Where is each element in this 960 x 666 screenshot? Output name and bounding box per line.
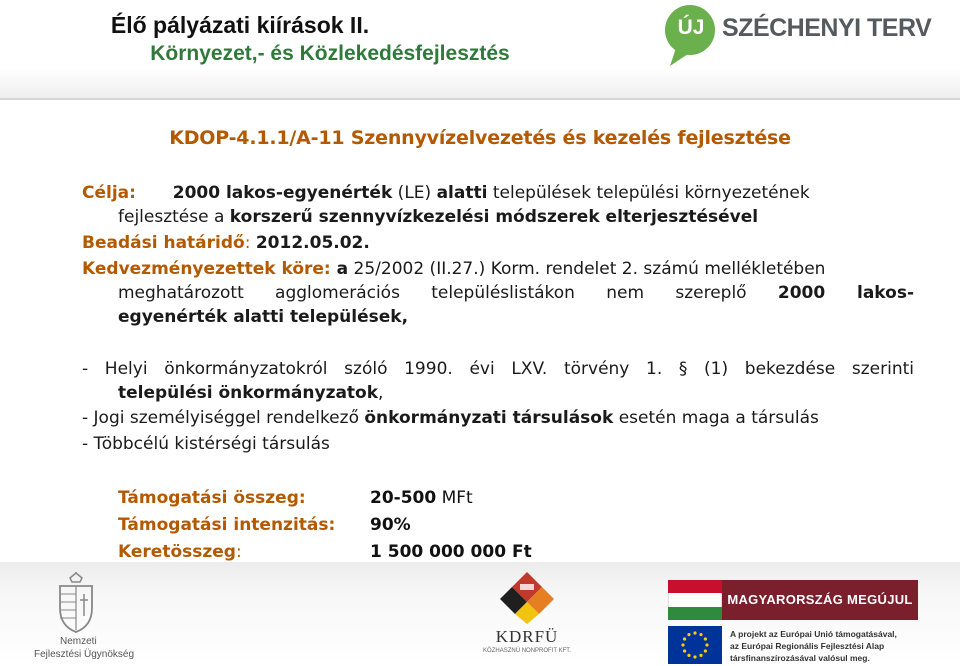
deadline-value: 2012.05.02. bbox=[255, 233, 370, 253]
eu-star-icon bbox=[704, 649, 707, 652]
list-item-2-bold: önkormányzati társulások bbox=[364, 408, 614, 428]
eu-star-icon bbox=[683, 649, 686, 652]
beneficiaries-text-bold: a bbox=[336, 259, 349, 279]
eu-line3: társfinanszírozásával valósul meg. bbox=[730, 653, 870, 663]
deadline-label: Beadási határidő bbox=[82, 233, 245, 253]
eu-star-icon bbox=[699, 654, 702, 657]
budget-value: 1 500 000 000 Ft bbox=[370, 542, 532, 562]
deadline-colon: : bbox=[244, 233, 256, 253]
hungarian-flag-icon bbox=[668, 580, 722, 620]
eu-star-icon bbox=[683, 637, 686, 640]
beneficiaries-text-bold: 2000 lakos- bbox=[777, 283, 915, 303]
eu-line2: az Európai Regionális Fejlesztési Alap bbox=[730, 641, 885, 651]
kdrfu-subtitle: KÖZHASZNÚ NONPROFIT KFT. bbox=[483, 648, 571, 654]
goal-line2 bbox=[118, 207, 758, 227]
uj-badge-label: ÚJ bbox=[677, 16, 705, 39]
goal-text-bold: korszerű szennyvízkezelési módszerek elterjesztésével bbox=[229, 207, 759, 227]
support-amount-label: Támogatási összeg: bbox=[118, 488, 306, 508]
header-divider bbox=[0, 98, 960, 100]
goal-label: Célja: bbox=[82, 183, 136, 203]
budget-label-text: Keretösszeg bbox=[118, 542, 236, 562]
beneficiaries-line1 bbox=[82, 259, 825, 279]
list-item-2-text: - Jogi személyiséggel rendelkező bbox=[82, 408, 365, 428]
eu-flag-icon bbox=[668, 626, 722, 664]
list-item-3: - Többcélú kistérségi társulás bbox=[82, 434, 330, 454]
goal-text: fejlesztése a bbox=[118, 207, 230, 227]
support-intensity-label: Támogatási intenzitás: bbox=[118, 515, 336, 535]
eu-star-icon bbox=[681, 643, 684, 646]
support-amount-number: 20-500 bbox=[370, 488, 437, 508]
goal-le-value: 2000 lakos-egyenérték bbox=[172, 183, 393, 203]
beneficiaries-label: Kedvezményezettek köre: bbox=[82, 259, 337, 279]
eu-star-icon bbox=[704, 637, 707, 640]
deadline bbox=[82, 233, 370, 253]
nfu-line2: Fejlesztési Ügynökség bbox=[34, 649, 135, 660]
goal-text: (LE) bbox=[392, 183, 437, 203]
goal-text-bold: alatti bbox=[436, 183, 488, 203]
support-intensity-value: 90% bbox=[370, 515, 411, 535]
budget-label-colon: : bbox=[235, 542, 242, 562]
coat-of-arms-icon bbox=[56, 572, 96, 634]
eu-star-icon bbox=[693, 631, 696, 634]
beneficiaries-text: meghatározott agglomerációs településlistákon nem szereplő bbox=[118, 283, 778, 303]
slide-subtitle: Környezet,- és Közlekedésfejlesztés bbox=[150, 42, 510, 65]
eu-star-icon bbox=[687, 654, 690, 657]
kdrfu-name: KDRFÜ bbox=[495, 627, 559, 646]
kdrfu-emblem-icon bbox=[492, 570, 562, 626]
beneficiaries-text-bold: egyenérték alatti települések, bbox=[118, 307, 409, 327]
beneficiaries-line2 bbox=[118, 283, 914, 303]
beneficiaries-text: 25/2002 (II.27.) Korm. rendelet 2. számú mellékletében bbox=[348, 259, 826, 279]
beneficiaries-line3 bbox=[118, 307, 408, 327]
eu-star-icon bbox=[687, 633, 690, 636]
banner-text: MAGYARORSZÁG MEGÚJUL bbox=[727, 592, 913, 607]
support-amount-unit: MFt bbox=[436, 488, 473, 508]
support-amount-value bbox=[370, 488, 473, 508]
eu-star-icon bbox=[705, 643, 708, 646]
eu-star-icon bbox=[693, 655, 696, 658]
nfu-line1: Nemzeti bbox=[60, 636, 97, 647]
eu-line1: A projekt az Európai Unió támogatásával, bbox=[730, 629, 897, 639]
szechenyi-terv-wordmark: SZÉCHENYI TERV bbox=[722, 14, 932, 42]
list-item-1-bold: települési önkormányzatok bbox=[118, 383, 379, 403]
list-item-1-line2 bbox=[118, 383, 383, 403]
list-item-1-tail: , bbox=[378, 383, 384, 403]
eu-star-icon bbox=[699, 633, 702, 636]
goal-line1 bbox=[82, 183, 810, 203]
list-item-2 bbox=[82, 408, 819, 428]
list-item-1-line1: - Helyi önkormányzatokról szóló 1990. évi LXV. törvény 1. § (1) bekezdése szerinti bbox=[82, 359, 914, 379]
list-item-2-text: esetén maga a társulás bbox=[613, 408, 819, 428]
slide-title: Élő pályázati kiírások II. bbox=[110, 12, 370, 38]
program-title: KDOP-4.1.1/A-11 Szennyvízelvezetés és kezelés fejlesztése bbox=[169, 127, 791, 149]
budget-label bbox=[118, 542, 242, 562]
goal-text: települések települési környezetének bbox=[487, 183, 810, 203]
